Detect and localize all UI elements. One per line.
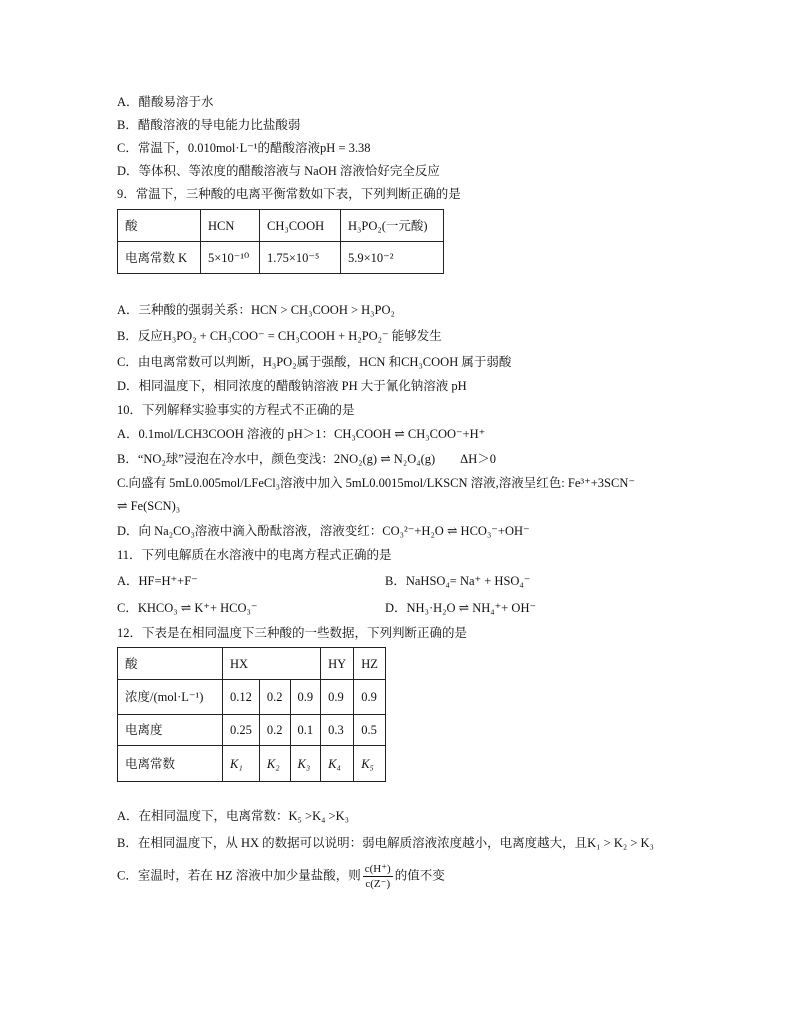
q12-option-b: B．在相同温度下，从 HX 的数据可以说明：弱电解质溶液浓度越小，电离度越大，且K₁ > K₂ > K₃ — [117, 836, 654, 850]
table-row — [118, 648, 386, 680]
table-cell: 电离度 — [118, 715, 223, 746]
table-cell: 0.5 — [354, 715, 386, 746]
q11-option-b: B．NaHSO₄= Na⁺ + HSO₄⁻ — [385, 574, 531, 588]
question-12: 12．下表是在相同温度下三种酸的一些数据，下列判断正确的是 — [117, 626, 468, 640]
table-cell: 1.75×10⁻⁵ — [260, 242, 341, 274]
q10-option-a: A．0.1mol/LCH3COOH 溶液的 pH＞1：CH₃COOH ⇌ CH₃COO⁻+H⁺ — [117, 427, 486, 441]
q10-option-d: D．向 Na₂CO₃溶液中滴入酚酞溶液，溶液变红：CO₃²⁻+H₂O ⇌ HCO₃⁻+OH⁻ — [117, 524, 530, 538]
table-cell: HY — [321, 648, 354, 680]
table-row — [118, 210, 444, 242]
table-cell: K₃ — [290, 746, 321, 782]
table-cell: HZ — [354, 648, 386, 680]
table-cell: 0.3 — [321, 715, 354, 746]
q10-option-b: B．“NO₂球”浸泡在冷水中，颜色变浅：2NO₂(g) ⇌ N₂O₄(g) ΔH＞0 — [117, 452, 496, 466]
q11-option-c: C．KHCO₃ ⇌ K⁺+ HCO₃⁻ — [117, 601, 258, 615]
table-cell: 电离常数 — [118, 746, 223, 782]
q12-option-c-suffix: 的值不变 — [394, 868, 445, 883]
table-cell: K₅ — [354, 746, 386, 782]
q9-option-c: C．由电离常数可以判断，H₃PO₂属于强酸，HCN 和CH₃COOH 属于弱酸 — [117, 355, 512, 369]
q12-option-a: A．在相同温度下，电离常数：K₅ >K₄ >K₃ — [117, 809, 350, 823]
q12-option-c-text: C．室温时，若在 HZ 溶液中加少量盐酸，则 — [117, 868, 361, 883]
q12-option-c — [117, 862, 445, 891]
table-cell: 0.1 — [290, 715, 321, 746]
q9-option-b: B．反应H₃PO₂ + CH₃COO⁻ = CH₃COOH + H₂PO₂⁻ 能够发生 — [117, 329, 442, 343]
table-cell: 0.2 — [259, 680, 290, 715]
table-cell: 5×10⁻¹⁰ — [201, 242, 260, 274]
table-cell: HX — [223, 648, 321, 680]
option-a-line: A．醋酸易溶于水 — [117, 95, 214, 109]
table-cell: 电离常数 K — [118, 242, 201, 274]
q9-option-a: A．三种酸的强弱关系：HCN > CH₃COOH > H₃PO₂ — [117, 303, 395, 317]
fraction — [363, 862, 393, 891]
question-9: 9．常温下，三种酸的电离平衡常数如下表，下列判断正确的是 — [117, 187, 461, 201]
table-cell: 0.9 — [354, 680, 386, 715]
q10-option-c-line1: C.向盛有 5mL0.005mol/LFeCl₃溶液中加入 5mL0.0015mol/LKSCN 溶液,溶液呈红色: Fe³⁺+3SCN⁻ — [117, 476, 635, 490]
table-cell: 0.12 — [223, 680, 260, 715]
table-cell: K₁ — [223, 746, 260, 782]
table-cell: 5.9×10⁻² — [341, 242, 444, 274]
table-12 — [117, 647, 386, 782]
table-cell: 0.9 — [290, 680, 321, 715]
table-cell: 0.25 — [223, 715, 260, 746]
q11-option-a: A．HF=H⁺+F⁻ — [117, 574, 198, 588]
q11-option-d: D．NH₃·H₂O ⇌ NH₄⁺+ OH⁻ — [385, 601, 537, 615]
option-d-line: D．等体积、等浓度的醋酸溶液与 NaOH 溶液恰好完全反应 — [117, 164, 440, 178]
table-cell: 浓度/(mol·L⁻¹) — [118, 680, 223, 715]
q9-option-d: D．相同温度下，相同浓度的醋酸钠溶液 PH 大于氰化钠溶液 pH — [117, 379, 467, 393]
table-cell: CH₃COOH — [260, 210, 341, 242]
table-cell: K₂ — [259, 746, 290, 782]
option-c-line: C．常温下，0.010mol·L⁻¹的醋酸溶液pH = 3.38 — [117, 141, 371, 155]
table-row — [118, 242, 444, 274]
question-11: 11．下列电解质在水溶液中的电离方程式正确的是 — [117, 548, 392, 562]
table-9 — [117, 209, 444, 274]
table-cell: 酸 — [118, 648, 223, 680]
table-cell: 0.2 — [259, 715, 290, 746]
table-row — [118, 715, 386, 746]
fraction-numerator: c(H⁺) — [364, 863, 391, 875]
table-cell: HCN — [201, 210, 260, 242]
table-cell: K₄ — [321, 746, 354, 782]
fraction-denominator: c(Z⁻) — [365, 878, 391, 890]
table-row — [118, 746, 386, 782]
option-b-line: B．醋酸溶液的导电能力比盐酸弱 — [117, 118, 301, 132]
q10-option-c-line2: ⇌ Fe(SCN)₃ — [117, 499, 181, 513]
table-cell: H₃PO₂(一元酸) — [341, 210, 444, 242]
table-row — [118, 680, 386, 715]
question-10: 10．下列解释实验事实的方程式不正确的是 — [117, 403, 355, 417]
table-cell: 酸 — [118, 210, 201, 242]
table-cell: 0.9 — [321, 680, 354, 715]
